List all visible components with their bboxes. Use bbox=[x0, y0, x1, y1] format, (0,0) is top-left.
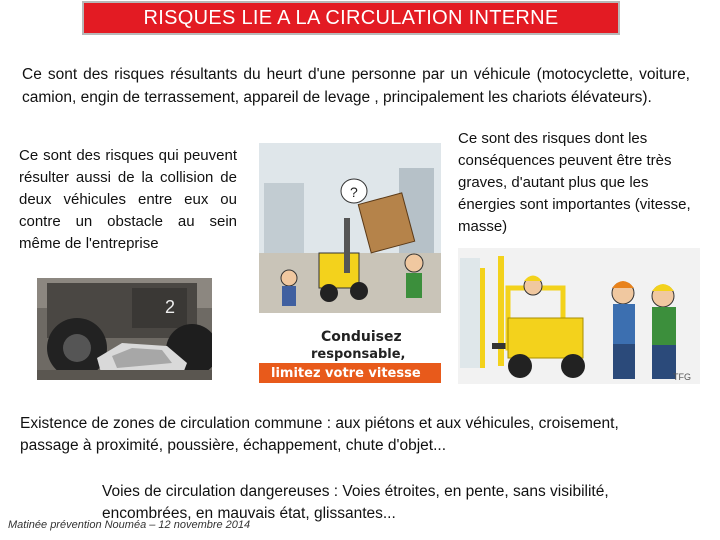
truck-crash-photo bbox=[37, 278, 212, 380]
artist-signature: TFG bbox=[673, 372, 691, 382]
cartoon-caption-line2: responsable, bbox=[311, 347, 406, 362]
question-bubble: ? bbox=[350, 184, 358, 200]
footer-note: Matinée prévention Nouméa – 12 novembre 2014 bbox=[8, 519, 251, 531]
truck-number: 2 bbox=[165, 297, 176, 317]
consequences-paragraph: Ce sont des risques dont les conséquences peuvent être très graves, d'autant plus que les énergies sont importantes (vitesse, masse) bbox=[458, 130, 691, 235]
forklift-cartoon bbox=[458, 248, 700, 384]
speed-cartoon bbox=[259, 143, 441, 383]
common-zones-paragraph: Existence de zones de circulation commune : aux piétons et aux véhicules, croisement, passage à proximité, poussière, échappement, chute d'objet... bbox=[20, 415, 619, 454]
cartoon-caption-line1: Conduisez bbox=[321, 329, 402, 345]
page-title: RISQUES LIE A LA CIRCULATION INTERNE bbox=[143, 6, 559, 29]
title-banner bbox=[82, 1, 620, 35]
intro-paragraph: Ce sont des risques résultants du heurt d'une personne par un véhicule (motocyclette, voiture, camion, engin de terrassement, appareil de levage , principalement les chariots élévateurs). bbox=[22, 66, 690, 106]
collision-paragraph: Ce sont des risques qui peuvent résulter aussi de la collision de deux véhicules entre eux ou contre un obstacle au sein même de l'entreprise bbox=[19, 147, 237, 252]
dangerous-roads-paragraph: Voies de circulation dangereuses : Voies étroites, en pente, sans visibilité, encombrées, en mauvais état, glissantes... bbox=[102, 483, 609, 522]
cartoon-caption-line3: limitez votre vitesse bbox=[271, 366, 421, 381]
